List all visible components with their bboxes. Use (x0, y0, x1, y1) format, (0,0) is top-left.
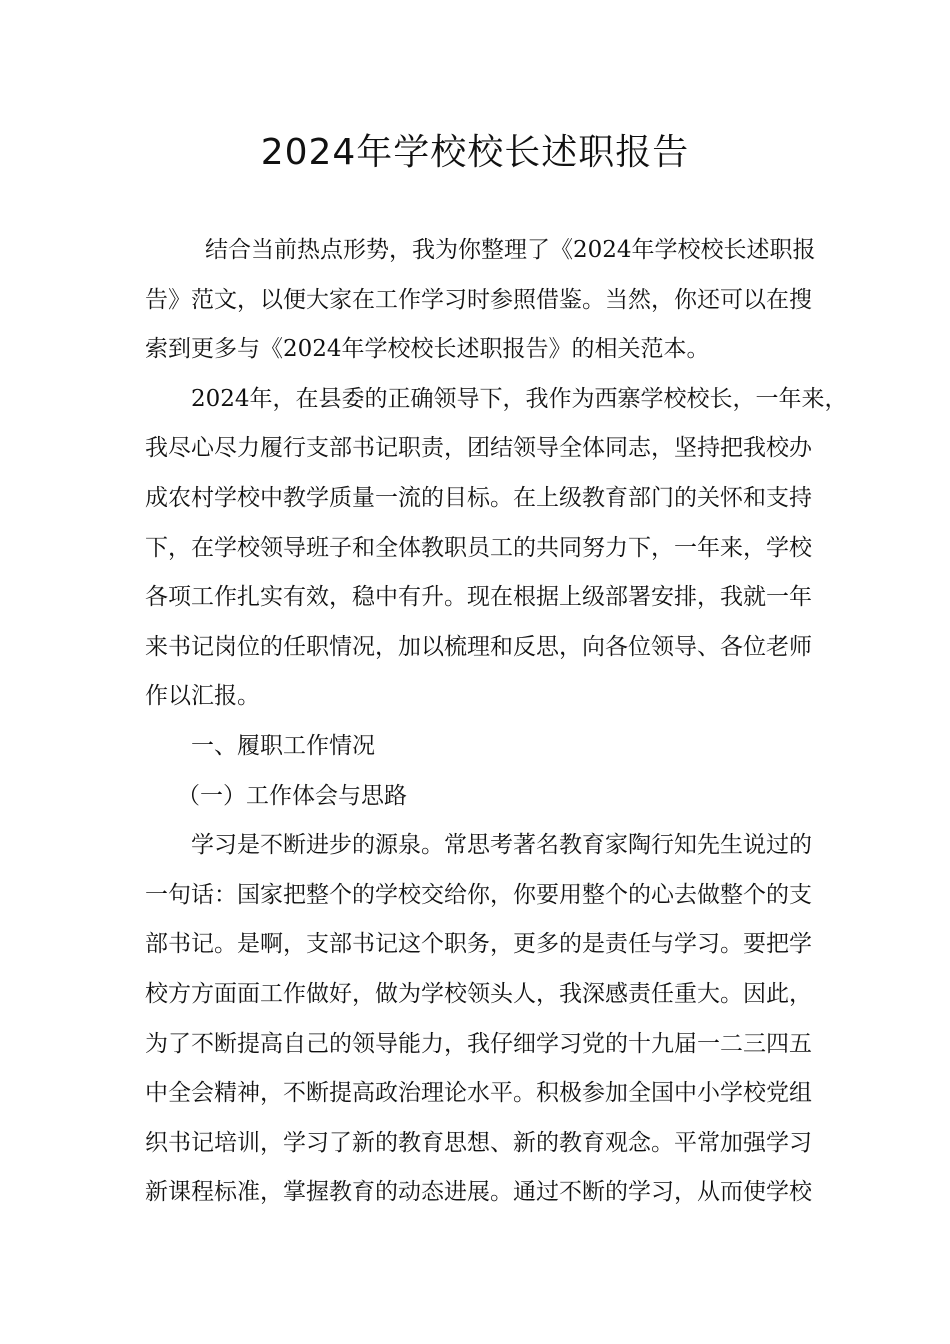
paragraph-line: 告》范文，以便大家在工作学习时参照借鉴。当然，你还可以在搜 (145, 286, 812, 313)
paragraph-line: 来书记岗位的任职情况，加以梳理和反思，向各位领导、各位老师 (145, 633, 812, 660)
document-title: 2024年学校校长述职报告 (260, 132, 690, 173)
paragraph-line: 新课程标准，掌握教育的动态进展。通过不断的学习，从而使学校 (145, 1179, 812, 1206)
paragraph-line: 学习是不断进步的源泉。常思考著名教育家陶行知先生说过的 (191, 832, 812, 859)
paragraph-line: 一句话：国家把整个的学校交给你，你要用整个的心去做整个的支 (145, 881, 812, 908)
paragraph-line: 各项工作扎实有效，稳中有升。现在根据上级部署安排，我就一年 (145, 584, 812, 611)
paragraph-line: 织书记培训，学习了新的教育思想、新的教育观念。平常加强学习 (145, 1129, 812, 1156)
subsection-heading: （一）工作体会与思路 (177, 782, 407, 809)
section-heading: 一、履职工作情况 (191, 732, 375, 759)
paragraph-line: 中全会精神，不断提高政治理论水平。积极参加全国中小学校党组 (145, 1080, 812, 1107)
paragraph-line: 成农村学校中教学质量一流的目标。在上级教育部门的关怀和支持 (145, 484, 812, 511)
paragraph-line: 部书记。是啊，支部书记这个职务，更多的是责任与学习。要把学 (145, 931, 812, 958)
paragraph-line: 索到更多与《2024年学校校长述职报告》的相关范本。 (145, 336, 710, 363)
paragraph-line: 结合当前热点形势，我为你整理了《2024年学校校长述职报 (205, 237, 816, 263)
paragraph-line: 校方方面面工作做好，做为学校领头人，我深感责任重大。因此， (145, 980, 812, 1007)
paragraph-line: 下，在学校领导班子和全体教职员工的共同努力下，一年来，学校 (145, 534, 812, 561)
paragraph-line: 作以汇报。 (145, 683, 260, 710)
document-body (145, 226, 848, 1218)
paragraph-line: 为了不断提高自己的领导能力，我仔细学习党的十九届一二三四五 (145, 1030, 812, 1057)
paragraph-line: 2024年，在县委的正确领导下，我作为西寨学校校长，一年来， (191, 385, 848, 412)
paragraph-line: 我尽心尽力履行支部书记职责，团结领导全体同志，坚持把我校办 (145, 435, 812, 462)
